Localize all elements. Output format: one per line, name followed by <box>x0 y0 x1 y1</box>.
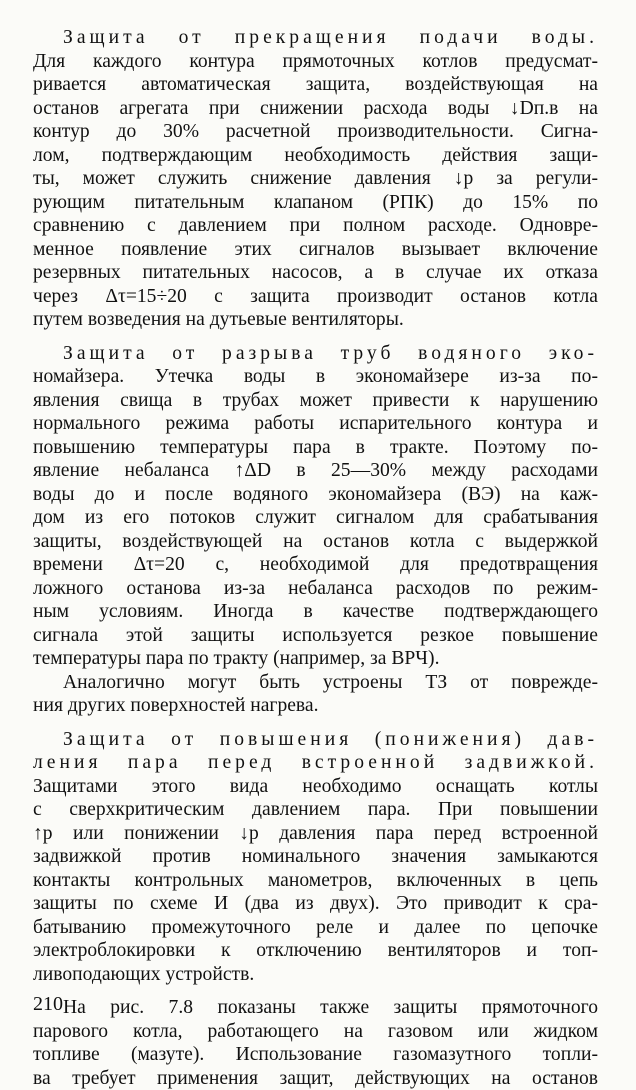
paragraph-other-surfaces <box>33 671 598 718</box>
text-line: ния других поверхностей нагрева. <box>33 694 598 718</box>
text-line: контур до 30% расчетной производительности. Сигна- <box>33 120 598 144</box>
paragraph-pressure-protection <box>33 728 598 987</box>
text-line: Защитами этого вида необходимо оснащать котлы <box>33 775 598 799</box>
body-text <box>33 26 598 1090</box>
text-line: явление небаланса ↑ΔD в 25—30% между расходами <box>33 459 598 483</box>
text-line: Для каждого контура прямоточных котлов предусмат- <box>33 50 598 74</box>
text-line: ным условиям. Иногда в качестве подтверждающего <box>33 600 598 624</box>
text-line: Защита от разрыва труб водяного эко- <box>33 342 598 366</box>
text-line: На рис. 7.8 показаны также защиты прямоточного <box>33 996 598 1020</box>
text-line: ложного останова из-за небаланса расходов по режим- <box>33 577 598 601</box>
text-line: путем возведения на дутьевые вентиляторы. <box>33 308 598 332</box>
text-line: электроблокировки к отключению вентиляторов и топ- <box>33 939 598 963</box>
text-line: через Δτ=15÷20 с защита производит останов котла <box>33 285 598 309</box>
text-line: останов агрегата при снижении расхода воды ↓Dп.в на <box>33 97 598 121</box>
text-line: времени Δτ=20 с, необходимой для предотвращения <box>33 553 598 577</box>
text-line: топливе (мазуте). Использование газомазутного топли- <box>33 1043 598 1067</box>
text-line: лом, подтверждающим необходимость действия защи- <box>33 144 598 168</box>
text-line: дом из его потоков служит сигналом для срабатывания <box>33 506 598 530</box>
text-line: номайзера. Утечка воды в экономайзере из-за по- <box>33 365 598 389</box>
text-line: ления пара перед встроенной задвижкой. <box>33 751 598 775</box>
text-line: ↑p или понижении ↓p давления пара перед встроенной <box>33 822 598 846</box>
text-line: резервных питательных насосов, а в случае их отказа <box>33 261 598 285</box>
text-line: защиты, воздействующей на останов котла с выдержкой <box>33 530 598 554</box>
text-line: сигнала этой защиты используется резкое повышение <box>33 624 598 648</box>
text-line: рующим питательным клапаном (РПК) до 15% по <box>33 191 598 215</box>
text-line: повышению температуры пара в тракте. Поэтому по- <box>33 436 598 460</box>
paragraph-fig-7-8 <box>33 996 598 1090</box>
text-line: воды до и после водяного экономайзера (ВЭ) на каж- <box>33 483 598 507</box>
text-line: защиты по схеме И (два из двух). Это приводит к сра- <box>33 892 598 916</box>
text-line: парового котла, работающего на газовом или жидком <box>33 1020 598 1044</box>
text-line: контакты контрольных манометров, включенных в цепь <box>33 869 598 893</box>
text-line: температуры пара по тракту (например, за ВРЧ). <box>33 647 598 671</box>
text-line: ливоподающих устройств. <box>33 963 598 987</box>
text-line: нормального режима работы испарительного контура и <box>33 412 598 436</box>
page-number: 210 <box>33 992 63 1016</box>
text-line: менное появление этих сигналов вызывает включение <box>33 238 598 262</box>
text-line: задвижкой против номинального значения замыкаются <box>33 845 598 869</box>
text-line: Аналогично могут быть устроены ТЗ от поврежде- <box>33 671 598 695</box>
text-line: явления свища в трубах может привести к нарушению <box>33 389 598 413</box>
text-line: с сверхкритическим давлением пара. При повышении <box>33 798 598 822</box>
text-line: ты, может служить снижение давления ↓p за регули- <box>33 167 598 191</box>
text-line: Защита от прекращения подачи воды. <box>33 26 598 50</box>
paragraph-economizer-protection <box>33 342 598 671</box>
text-line: ва требует применения защит, действующих на останов <box>33 1067 598 1090</box>
text-line: ривается автоматическая защита, воздействующая на <box>33 73 598 97</box>
paragraph-water-supply-protection <box>33 26 598 332</box>
text-line: сравнению с давлением при полном расходе. Одновре- <box>33 214 598 238</box>
text-line: Защита от повышения (понижения) дав- <box>33 728 598 752</box>
text-line: батыванию промежуточного реле и далее по цепочке <box>33 916 598 940</box>
